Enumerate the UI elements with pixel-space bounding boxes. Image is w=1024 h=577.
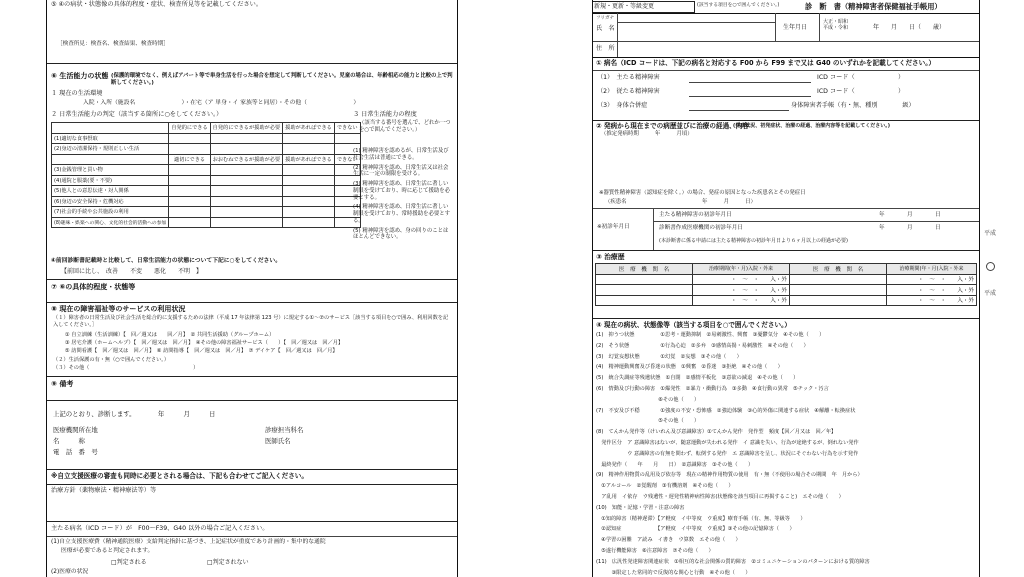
divider — [653, 221, 979, 222]
institution-cell[interactable] — [596, 274, 693, 285]
service-row-1: ① 自立訓練（生活訓練）【 回／週又は 回／月】 ② 共同生活援助（グループホーム） — [65, 332, 275, 338]
divider — [653, 208, 654, 250]
section-5 — [47, 0, 457, 64]
condition-item[interactable]: (10) 知能・記憶・学習・注意の障害 — [596, 504, 685, 511]
ability-row: (6)身辺の安全保持・危機対応 — [52, 196, 169, 207]
divider — [819, 13, 820, 41]
condition-item[interactable]: (2) そう状態 ①行為心迫 ②多弁 ③感情高揚・易刺激性 ④その他（ ） — [596, 342, 809, 349]
dob-value[interactable]: 年 月 日（ 歳） — [873, 24, 946, 31]
daily-ability-level-label: ３ 日常生活能力の程度 — [353, 111, 417, 118]
diagnosis-section-4 — [593, 319, 979, 577]
ability-cell[interactable] — [210, 186, 282, 197]
divider — [689, 96, 811, 97]
ability-cell[interactable] — [283, 207, 335, 218]
ability-cell[interactable] — [210, 144, 282, 155]
diagnosis-section-1-title: ① 病名（ICD コードは、下記の病名と対応する F00 から F99 まで又は G40 のいずれかを記載してください。） — [596, 59, 936, 67]
divider — [617, 13, 618, 57]
left-form-page — [46, 0, 458, 577]
form-title: 診 断 書（精神障害者保健福祉手帳用） — [805, 2, 942, 11]
section-6 — [47, 64, 457, 280]
divider — [689, 110, 789, 111]
section-8 — [47, 303, 457, 377]
service-row-3: ⑤ 訪問看護【 回／週又は 回／月】 ⑥ 訪問指導【 回／週又は 回／月】 ⑦ デイケア【 回／週又は 回／月】 — [65, 348, 338, 354]
diagnosis-section-3 — [593, 251, 979, 319]
daily-ability-table — [51, 122, 361, 228]
name-label: 氏 名 — [596, 25, 615, 32]
treatment-plan-label: 治療方針（薬物療法・精神療法等）等 — [51, 487, 157, 494]
ability-level-item[interactable]: (2) 精神障害を認め、日常生活又は社会生活に一定の制限を受ける。 — [353, 164, 449, 178]
daily-ability-judgement-label: ２ 日常生活能力の判定（該当する箇所に○をしてください。） — [51, 111, 223, 118]
section-8-title: ⑧ 現在の障害福祉等のサービスの利用状況 — [51, 305, 186, 313]
ability-cell[interactable] — [169, 196, 210, 207]
ability-cell[interactable] — [210, 196, 282, 207]
ability-cell[interactable] — [169, 144, 210, 155]
divider — [593, 13, 979, 14]
organic-disorder-note: ※器質性精神障害（認知症を除く。）の場合、発症の原因となった疾患名とその発症日 — [599, 190, 806, 196]
col-header-3b: 援助があればできる — [283, 154, 335, 165]
furigana-label: フリガナ — [596, 16, 615, 21]
ability-cell[interactable] — [283, 133, 335, 144]
ability-level-list — [353, 148, 453, 241]
living-environment-label: １ 現在の生活環境 — [51, 90, 103, 97]
ability-cell[interactable] — [210, 175, 282, 186]
ability-row: (5)他人との意思伝達・対人関係 — [52, 186, 169, 197]
condition-item[interactable]: (7) 不安及び不穏 ①強度の不安・恐怖感 ②強迫体験 ③心的外傷に関連する症状 ④解離・転換症状 — [596, 407, 856, 414]
divider — [593, 70, 979, 71]
daily-ability-level-note: （該当する番号を選んで、どれか一つを○で囲んでください。） — [359, 120, 451, 133]
period-cell[interactable]: ・ 〜 ・ 入・外 — [693, 295, 790, 306]
condition-item[interactable]: (1) 抑うつ状態 ①思考・運動抑制 ②易刺激性、興奮 ③憂鬱気分 ④その他（ ） — [596, 332, 825, 338]
divider — [689, 82, 811, 83]
divider — [593, 41, 979, 42]
ability-row: (7)社会的手続や公共施設の利用 — [52, 207, 169, 218]
phone-label: 電 話 番 号 — [53, 448, 98, 456]
section-9-title: ⑨ 備考 — [51, 380, 74, 388]
first-visit-label: ※初診年月日 — [597, 224, 630, 230]
th-institution-2: 医 療 機 関 名 — [790, 264, 887, 275]
independence-support-heading: ※自立支援医療の審査も同時に必要とされる場合は、下記も合わせてご記入ください。 — [51, 472, 308, 480]
section-8-note: （１）障害者の日常生活及び社会生活を総合的に支援するための法律（平成 17 年法律第 123 号）に規定する①～⑦のサービス［該当する項目を○で囲み、利用回数を記入してください。］ — [53, 315, 449, 328]
ability-cell[interactable] — [169, 133, 210, 144]
section-6-title: ⑥ 生活能力の状態 — [51, 72, 109, 80]
ability-cell[interactable] — [169, 175, 210, 186]
condition-item[interactable]: ①知的障害（精神遅滞）【ア軽度 イ中等度 ウ重度】療育手帳（有、無、等級等 ） — [596, 515, 806, 522]
secondary-icd-code[interactable]: ICD コード（ ） — [817, 88, 905, 95]
comparison-question: ④前回診断書記載時と比較して、日常生活能力の状態について下記に○をしてください。 — [51, 258, 282, 264]
ability-cell[interactable] — [283, 144, 335, 155]
condition-item[interactable]: ①アルコール ②覚醒剤 ③有機溶剤 ④その他（ ） — [596, 483, 734, 490]
institution-cell[interactable] — [790, 285, 887, 296]
treatment-plan-box[interactable] — [47, 484, 457, 522]
criteria-line-2: 医療が必要であると判定されます。 — [61, 548, 154, 554]
ability-cell[interactable] — [210, 133, 282, 144]
name-input[interactable] — [619, 24, 769, 33]
ability-cell[interactable] — [283, 186, 335, 197]
condition-item[interactable]: ウ 意識障害の有無を問わず、転倒する発作 エ 意識障害を呈し、状況にそぐわない行為を示す発作 — [596, 450, 859, 457]
col-header-2: 自発的にできるが援助が必要 — [210, 123, 282, 134]
condition-item[interactable]: ⑥その他（ ） — [596, 396, 700, 403]
institution-cell[interactable] — [596, 285, 693, 296]
ability-cell[interactable] — [169, 165, 210, 176]
history-note: (発病状況、初発症状、治療の経過、治療内容等を記載してください。) — [733, 123, 891, 129]
comparison-options[interactable]: 【前回に比し、 改善 不変 悪化 不明 】 — [61, 268, 203, 275]
col-header-3: 援助があればできる — [283, 123, 335, 134]
condition-item[interactable]: ⑤その他（ ） — [596, 418, 700, 425]
medical-status-label: (2)医療の状況 — [51, 569, 89, 575]
condition-item[interactable]: ③限定した常同的で反復的な関心と行動 ④その他（ ） — [596, 569, 751, 576]
history-title: ② 発病から現在までの病歴並びに治療の経過、内容 — [596, 122, 749, 130]
col-header-1b: 適切にできる — [169, 154, 210, 165]
period-cell[interactable]: ・ 〜 ・ 入・外 — [693, 274, 790, 285]
ability-cell[interactable] — [334, 133, 360, 144]
application-type-note: (該当する項目を○で囲んでください。) — [697, 3, 780, 8]
section-9 — [47, 377, 457, 401]
ability-cell[interactable] — [210, 207, 282, 218]
first-visit-main-date[interactable]: 年 月 日 — [879, 212, 941, 218]
exam-findings-label: ［検査所見：検査名、検査結果、検査時期］ — [57, 41, 169, 47]
application-type-box[interactable] — [592, 1, 695, 13]
first-visit-institution: 診断書作成医療機関の初診年月日 — [659, 225, 743, 231]
ability-row: (2)身辺の清潔保持・規則正しい生活 — [52, 144, 169, 155]
ability-cell[interactable] — [169, 207, 210, 218]
ability-cell[interactable] — [210, 165, 282, 176]
ability-cell[interactable] — [210, 217, 282, 228]
section-5-title: ⑤ ④の病状・状態像の具体的程度・症状、検査所見等を記載してください。 — [51, 1, 263, 8]
ability-cell[interactable] — [283, 217, 335, 228]
col-header-4b: できない — [334, 154, 360, 165]
col-header-4: できない — [334, 123, 360, 134]
application-type-options: 新規・更新・等級変更 — [594, 3, 655, 10]
other-row: （３）その他（ ） — [53, 365, 199, 371]
ability-level-item[interactable]: (4) 精神障害を認め、日常生活に著しい制限を受けており、常時援助を必要とする。 — [353, 204, 451, 224]
institution-cell[interactable] — [596, 295, 693, 306]
col-header-2b: おおむねできるが援助が必要 — [210, 154, 282, 165]
treatment-history-table — [595, 263, 977, 306]
ability-level-item[interactable]: (3) 精神障害を認め、日常生活に著しい制限を受けており、時に応じて援助を必要とする。 — [353, 181, 451, 201]
punch-hole-icon — [986, 262, 995, 271]
welfare-row: （２）生活保護の有・無（○で囲んでください。） — [53, 357, 170, 363]
main-disorder-label: （1） 主たる精神障害 — [597, 74, 660, 81]
diagnosis-date-line: 上記のとおり、診断します。 年 月 日 — [53, 410, 216, 418]
period-cell[interactable]: ・ 〜 ・ 入・外 — [887, 295, 977, 306]
era-options[interactable]: 大正・昭和 平成・令和 — [823, 19, 849, 32]
period-cell[interactable]: ・ 〜 ・ 入・外 — [887, 274, 977, 285]
criteria-line-1: (1)自立支援医療費（精神通院医療）支給判定指針に基づき、上記症状が重度であり計画的・集中的な通院 — [51, 539, 326, 545]
condition-item[interactable]: (5) 統合失調症等残遺状態 ①自閉 ②感情平板化 ③意欲の減退 ④その他（ ） — [596, 375, 799, 382]
section-6-note: (保護的環境でなく、例えばアパート等で単身生活を行った場合を想定して判断してください。児童の場合は、年齢相応の能力と比較の上で判断してください。) — [111, 73, 453, 86]
ability-level-item[interactable]: (1) 精神障害を認めるが、日常生活及び社会生活は普通にできる。 — [353, 148, 449, 161]
ability-row: (3)金銭管理と買い物 — [52, 165, 169, 176]
ability-cell[interactable] — [283, 196, 335, 207]
condition-item[interactable]: (8) てんかん発作等（けいれん及び意識障害）①てんかん発作 発作型 頻度【回／月又は 回／年】 — [596, 429, 837, 436]
institution-name-label: 名 称 — [53, 437, 85, 445]
th-period-2: 治療期間(年・月)入院・外来 — [887, 264, 977, 275]
department-label: 診療担当科名 — [265, 426, 304, 434]
ability-cell[interactable] — [283, 165, 335, 176]
treatment-history-title: ③ 治療歴 — [596, 253, 625, 261]
secondary-disorder-label: （2） 従たる精神障害 — [597, 88, 660, 95]
ability-level-item[interactable]: (5) 精神障害を認め、身の回りのことはほとんどできない。 — [353, 227, 449, 241]
condition-item[interactable]: ⑤遂行機能障害 ⑥注意障害 ⑦その他（ ） — [596, 547, 714, 554]
col-header-1: 自発的にできる — [169, 123, 210, 134]
condition-item[interactable]: (4) 精神運動興奮及び昏迷の状態 ①興奮 ②昏迷 ③拒絶 ④その他（ ） — [596, 364, 783, 371]
edge-mark-top: 平成 — [984, 230, 997, 237]
divider — [593, 208, 979, 209]
address-label: 住 所 — [596, 45, 615, 52]
current-condition-title: ④ 現在の病状、状態像等（該当する項目を○で囲んでください。） — [596, 321, 791, 329]
edge-mark-bottom: 平成 — [984, 290, 997, 297]
condition-item[interactable]: ④学習の困難 ア読み イ書き ウ算数 エその他（ ） — [596, 537, 741, 544]
condition-item[interactable]: ②認知症 【ア軽度 イ中等度 ウ重度】③その他の記憶障害（ ） — [596, 526, 795, 533]
onset-period[interactable]: （推定発病時期 年 月頃） — [601, 131, 693, 137]
organic-disease-field[interactable]: （疾患名 年 月 日） — [605, 199, 756, 205]
condition-item[interactable]: (3) 幻覚妄想状態 ①幻覚 ②妄想 ③その他（ ） — [596, 353, 742, 360]
condition-item[interactable]: (6) 情動及び行動の障害 ①爆発性 ②暴力・衝動行為 ③多動 ④食行動の異常 ⑤チック・汚言 — [596, 385, 829, 392]
condition-item[interactable]: (11) 広汎性発達障害関連症状 ①相互的な社会関係の質的障害 ②コミュニケーションのパターンにおける質的障害 — [596, 558, 870, 565]
institution-address-label: 医療機関所在地 — [53, 426, 98, 434]
main-icd-code[interactable]: ICD コード（ ） — [817, 74, 905, 81]
divider — [775, 13, 776, 41]
main-disease-note: 主たる病名（ICD コード）が F00～F39、G40 以外の場合ご記入ください。 — [51, 525, 269, 532]
ability-cell[interactable] — [169, 186, 210, 197]
doctor-name-label: 医師氏名 — [265, 437, 291, 445]
condition-item[interactable]: ア乱用 イ依存 ウ残遺性・遅発性精神病性障害(状態像を該当項目に再掲すること) エその他（ ） — [596, 493, 844, 500]
disability-certificate-field[interactable]: 身体障害者手帳（有・無、種別 級） — [791, 102, 915, 109]
institution-cell[interactable] — [790, 274, 887, 285]
judged-yes-checkbox[interactable]: □判定される — [111, 559, 147, 566]
condition-item[interactable]: (9) 精神作用物質の乱用及び依存等 現在の精神作用物質の使用 有・無（不使用の場合その期間 年 月から） — [596, 472, 863, 479]
ability-cell[interactable] — [283, 175, 335, 186]
ability-cell[interactable] — [169, 217, 210, 228]
condition-list — [596, 332, 978, 577]
period-cell[interactable]: ・ 〜 ・ 入・外 — [887, 285, 977, 296]
condition-item[interactable]: 発作区分 ア 意識障害はないが、随意運動が失われる発作 イ 意識を失い、行為が途絶するが、倒れない発作 — [596, 439, 859, 446]
condition-item[interactable]: 最終発作（ 年 月 日） ②意識障害 ③その他（ ） — [596, 461, 754, 468]
address-input[interactable] — [619, 43, 975, 55]
physical-complication-label: （3） 身体合併症 — [597, 102, 648, 109]
service-row-2: ③ 居宅介護（ホームヘルプ）【 回／週又は 回／月】 ④その他の障害福祉サービス（ ）【 回／週又は 回／月】 — [65, 340, 344, 346]
first-visit-institution-date[interactable]: 年 月 日 — [879, 225, 941, 231]
section-7 — [47, 280, 457, 303]
dob-label: 生年月日 — [783, 24, 808, 31]
ability-row: (1)適切な食事摂取 — [52, 133, 169, 144]
ability-row: (4)通院と服薬(要・不要) — [52, 175, 169, 186]
divider — [47, 536, 457, 537]
th-institution: 医 療 機 関 名 — [596, 264, 693, 275]
ability-row: (8)趣味・娯楽への関心、文化的社会的活動への参加 — [52, 217, 169, 228]
right-form-page — [592, 0, 980, 577]
diagnosis-section-2 — [593, 120, 979, 251]
institution-cell[interactable] — [790, 295, 887, 306]
divider — [617, 22, 775, 23]
six-month-note: (本診断書に係る申請には主たる精神障害の初診年月日より６ヶ月以上の経過が必要) — [659, 238, 848, 244]
first-visit-main: 主たる精神障害の初診年月日 — [659, 212, 732, 218]
living-environment-options: 入院・入所（施設名 ）・在宅（ア 単身・イ 家族等と同居）・その他（ ） — [83, 100, 360, 106]
judged-no-checkbox[interactable]: □判定されない — [207, 559, 249, 566]
period-cell[interactable]: ・ 〜 ・ 入・外 — [693, 285, 790, 296]
section-7-title: ⑦ ⑥の具体的程度・状態等 — [51, 283, 136, 291]
th-period: 治療期間(年・月)入院・外来 — [693, 264, 790, 275]
signature-block — [47, 401, 457, 470]
diagnosis-section-1 — [593, 57, 979, 121]
